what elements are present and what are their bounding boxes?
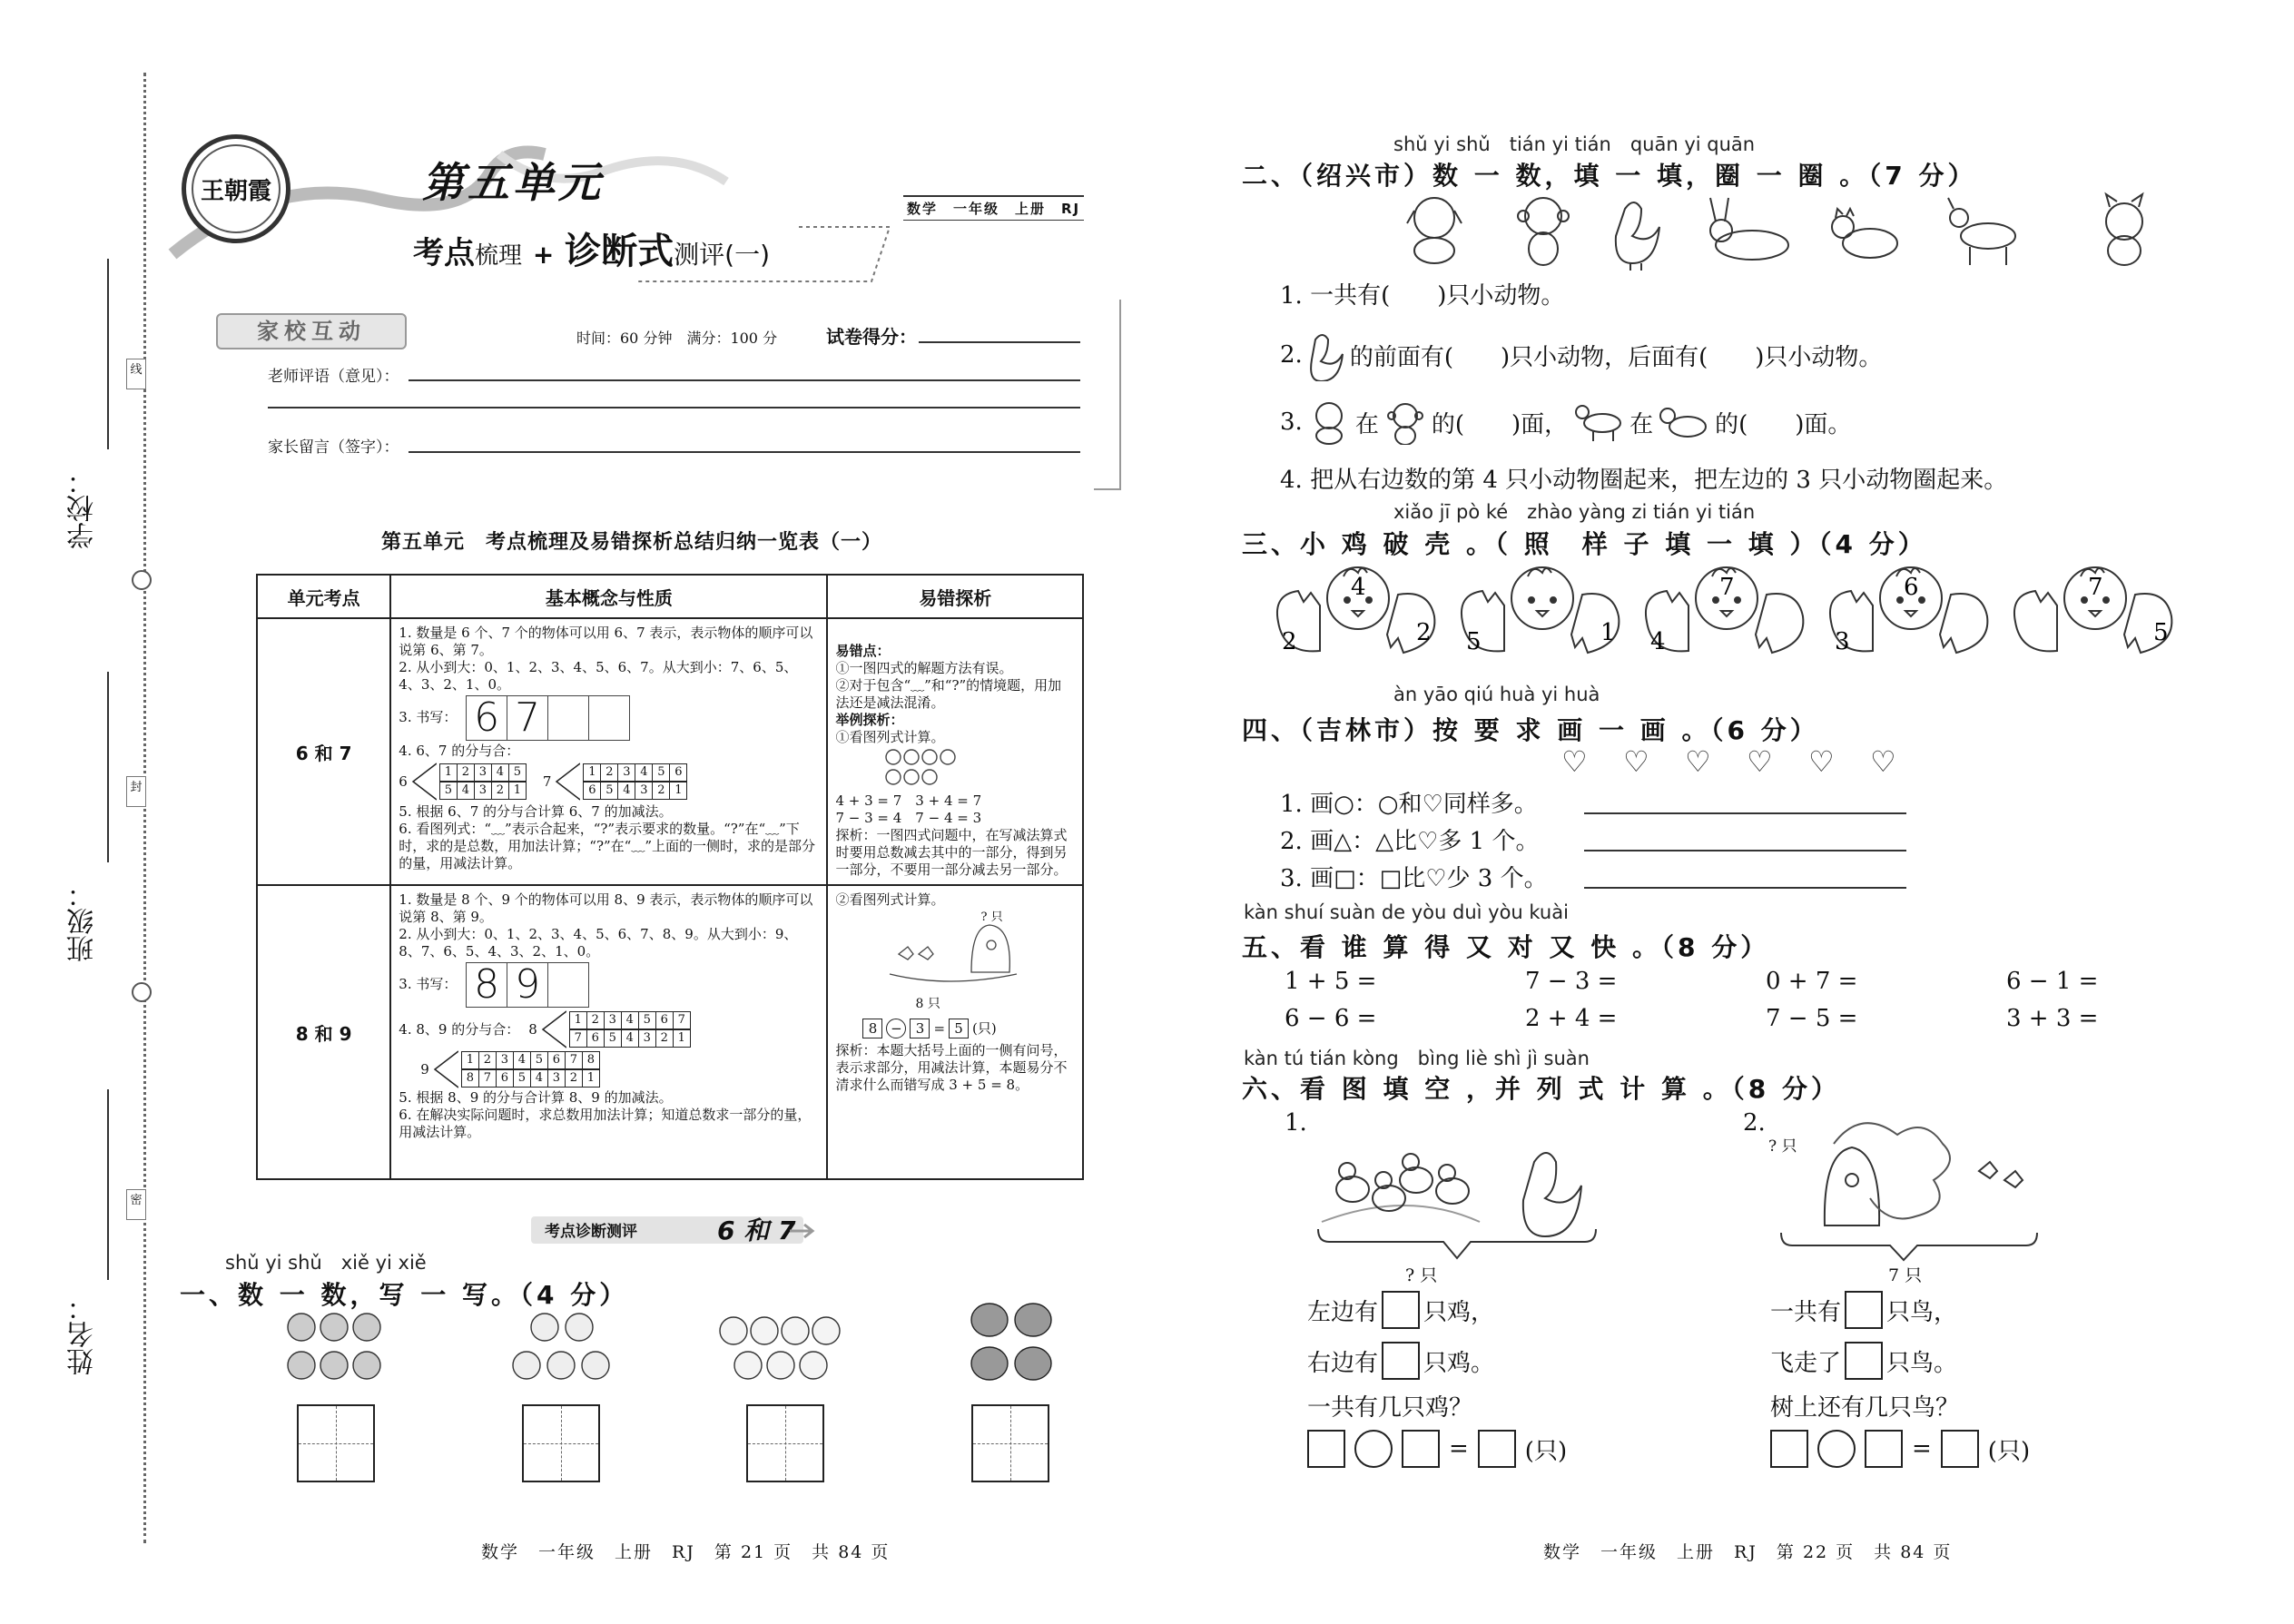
grid-cell: 2: [565, 1069, 583, 1088]
calc-item[interactable]: 7 − 3 =: [1525, 968, 1618, 995]
dog-icon: [1407, 198, 1462, 263]
topic-cell: 6 和 7: [257, 618, 390, 885]
sec4-q2: 2. 画△：△比♡多 1 个。: [1280, 828, 1540, 855]
answer-box[interactable]: [1382, 1342, 1420, 1380]
sec5-pinyin: kàn shuí suàn de yòu duì yòu kuài: [1244, 901, 1569, 923]
grid-cell: 5: [439, 782, 458, 800]
grid-cell: 4: [513, 1051, 531, 1069]
grid-cell: 2: [655, 1029, 674, 1048]
grid-cell: 6: [583, 782, 601, 800]
answer-box[interactable]: [1382, 1291, 1420, 1329]
chick-number: 4: [1351, 574, 1366, 601]
grid-cell: 3: [496, 1051, 514, 1069]
sec2-q2: 2. 的前面有( )只小动物，后面有( )只小动物。: [1280, 329, 1882, 381]
summary-table: [256, 574, 1084, 1180]
answer-box[interactable]: [1865, 1430, 1903, 1468]
calc-item[interactable]: 3 + 3 =: [2006, 1005, 2099, 1032]
grid-cell: 3: [617, 763, 635, 782]
operator-circle[interactable]: [1354, 1430, 1393, 1468]
draw-line[interactable]: [1584, 812, 1906, 814]
rabbit-icon: [1710, 198, 1788, 260]
unit-title: 第五单元: [422, 158, 604, 207]
goat-icon: [1948, 198, 2015, 265]
sec4-title: 四、（吉林市）按 要 求 画 一 画 。（6 分）: [1242, 715, 1819, 745]
heart-icon: ♡: [1623, 744, 1649, 779]
monkey-icon: [1518, 198, 1569, 265]
chick: [2008, 558, 2190, 658]
subtitle: 考点梳理 + 诊断式测评(一): [413, 231, 771, 272]
name-line: [107, 1089, 109, 1280]
parent-comment-line: [409, 451, 1080, 453]
grid-cell: 4: [530, 1069, 548, 1088]
heart-icon: ♡: [1561, 744, 1588, 779]
grid-cell: 7: [478, 1069, 497, 1088]
grid-cell: 7: [565, 1051, 583, 1069]
animals-row: [1398, 191, 2197, 272]
calc-item[interactable]: 6 − 6 =: [1285, 1005, 1377, 1032]
grid-cell: 2: [652, 782, 670, 800]
split-grid-7-top: [584, 763, 687, 782]
arrow-icon: [790, 1222, 817, 1240]
grid-cell: 3: [604, 1011, 622, 1029]
answer-box[interactable]: [1770, 1430, 1808, 1468]
chick-number: 1: [1600, 619, 1616, 646]
answer-box[interactable]: [1845, 1342, 1883, 1380]
grid-cell: 1: [583, 763, 601, 782]
logo: [182, 134, 290, 243]
grid-cell: 6: [496, 1069, 514, 1088]
grid-cell: 2: [457, 763, 475, 782]
grid-cell: 1: [461, 1051, 479, 1069]
peaches-icon: [508, 1307, 617, 1389]
goat-icon: [1571, 399, 1626, 445]
grid-cell: 6: [586, 1029, 605, 1048]
concept-cell: 1. 数量是 6 个、7 个的物体可以用 6、7 表示，表示物体的顺序可以说第 6、第 7。 2. 从小到大：0、1、2、3、4、5、6、7。从大到小：7、6、5、4、3、2、1、0。 3. 书写： 6 7 4. 6、7 的分与合： 6 1 2 3 4 5 5 4 3 2 1 7 1 2 3 4 5 6 6 5 4 3 2 1 5. 根据 6、7 的分与合计算 6、7 的加减法。 6. 看图列式：“﹏”表示合起来，“?”表示要求的数量。“?”在“﹏”下时，求的是总数，用加法计算；“?”在“﹏”上面的一侧时，求的是部分的量，用减法计算。: [390, 618, 827, 885]
footer-left: 数学 一年级 上册 RJ 第 21 页 共 84 页: [481, 1542, 891, 1562]
chick-number: 3: [1835, 628, 1850, 655]
answer-box[interactable]: [1402, 1430, 1440, 1468]
grid-cell: 1: [582, 1069, 600, 1088]
grid-cell: 4: [621, 1011, 639, 1029]
heart-icon: ♡: [1870, 744, 1896, 779]
sec1-title: 一、数 一 数，写 一 写。（4 分）: [180, 1280, 629, 1310]
teacher-comment-line: [409, 379, 1080, 381]
calc-item[interactable]: 1 + 5 =: [1285, 968, 1377, 995]
sec1-pinyin: shǔ yi shǔ xiě yi xiě: [225, 1252, 427, 1274]
p2-total-label: 7 只: [1888, 1265, 1923, 1285]
grid-cell: 1: [569, 1011, 587, 1029]
chick-number: 2: [1282, 628, 1297, 655]
chick-number: 6: [1904, 574, 1919, 601]
bird-tree-icon: [835, 918, 1071, 990]
p2-formula: = (只): [1770, 1430, 2030, 1468]
mistake-cell: ②看图列式计算。 ? 只 8 只 8 − 3 = 5 (只) 探析：本题大括号上面的一侧有问号，表示求部分，用减法计算，本题易分不清求什么而错写成 3 + 5 = 8。: [827, 885, 1083, 1179]
topic-cell: 8 和 9: [257, 885, 390, 1179]
name-label: 姓名：: [67, 1294, 99, 1375]
school-label: 学校：: [67, 468, 99, 549]
p2-line3: 树上还有几只鸟？: [1770, 1394, 1960, 1422]
fox-icon: [2106, 194, 2142, 265]
monkey-icon: [1383, 399, 1428, 445]
col-header: 基本概念与性质: [390, 575, 827, 618]
grid-cell: 2: [478, 1051, 497, 1069]
grid-cell: 1: [669, 782, 687, 800]
heart-icon: ♡: [1685, 744, 1711, 779]
p1-line3: 一共有几只鸡？: [1307, 1394, 1473, 1422]
p2-num: 2.: [1743, 1109, 1766, 1137]
answer-box[interactable]: [1845, 1291, 1883, 1329]
grid-cell: 1: [508, 782, 527, 800]
chick-number: 7: [2088, 574, 2103, 601]
dog-icon: [1306, 399, 1352, 445]
grid-cell: 5: [600, 782, 618, 800]
sec2-pinyin: shǔ yi shǔ tián yi tián quān yi quān: [1393, 133, 1756, 155]
chick-number: 5: [2153, 619, 2169, 646]
diag-banner-label: 考点诊断测评: [545, 1223, 637, 1241]
split-grid-6-bot: [440, 782, 527, 800]
score-line: [919, 341, 1080, 343]
heart-icon: ♡: [1747, 744, 1773, 779]
chick: [1455, 558, 1637, 658]
p1-line2: 右边有 只鸡。: [1307, 1342, 1494, 1380]
heart-icon: ♡: [1808, 744, 1835, 779]
sec2-q1: 1. 一共有( )只小动物。: [1280, 282, 1565, 310]
teacher-comment-line: [268, 407, 1080, 408]
operator-circle[interactable]: [1817, 1430, 1856, 1468]
sec6-pinyin: kàn tú tián kòng bìng liè shì jì suàn: [1244, 1048, 1590, 1069]
sec3-pinyin: xiǎo jī pò ké zhào yàng zi tián yi tián: [1393, 501, 1756, 523]
grid-cell: 1: [673, 1029, 691, 1048]
grid-cell: 3: [547, 1069, 566, 1088]
answer-grid[interactable]: [522, 1404, 600, 1482]
birds-picture: ? 只: [835, 909, 1075, 996]
grid-cell: 3: [635, 782, 653, 800]
grid-cell: 3: [474, 782, 492, 800]
rooster-icon: [1616, 202, 1659, 271]
p2-line2: 飞走了 只鸟。: [1770, 1342, 1957, 1380]
diag-banner-topic: 6 和 7: [717, 1216, 796, 1245]
grid-cell: 4: [617, 782, 635, 800]
p2-line1: 一共有 只鸟，: [1770, 1291, 1957, 1329]
formula-row: 8 − 3 = 5 (只): [862, 1019, 1075, 1038]
time-info: 时间：60 分钟 满分：100 分: [576, 330, 778, 347]
mistake-cell: 易错点： ①一图四式的解题方法有误。 ②对于包含“﹏”和“?”的情境题，用加法还是减法混淆。 举例探析： ①看图列式计算。 4 + 3 = 7 3 + 4 = 7 7 − 3 = 4 7 − 4 = 3 探析：一图四式问题中，在写减法算式时要用总数减去其中的一部分，得到另一部分，不要用一部分减去另一部分。: [827, 618, 1083, 885]
bird-tree-picture: [1779, 1117, 2052, 1262]
grid-cell: 8: [461, 1069, 479, 1088]
sec5-title: 五、看 谁 算 得 又 对 又 快 。（8 分）: [1242, 932, 1770, 962]
rooster-icon: [1306, 329, 1346, 381]
grid-cell: 7: [673, 1011, 691, 1029]
p1-question-label: ? 只: [1405, 1265, 1438, 1285]
calc-item[interactable]: 7 − 5 =: [1766, 1005, 1858, 1032]
grid-cell: 2: [600, 763, 618, 782]
header-frame: [1094, 300, 1121, 490]
grid-cell: 3: [474, 763, 492, 782]
calc-item[interactable]: 2 + 4 =: [1525, 1005, 1618, 1032]
calc-item[interactable]: 6 − 1 =: [2006, 968, 2099, 995]
grid-cell: 2: [586, 1011, 605, 1029]
class-label: 班级：: [67, 881, 99, 962]
score-label: 试卷得分：: [826, 326, 917, 348]
book-meta: 数学 一年级 上册 RJ: [903, 195, 1084, 221]
grid-cell: 6: [669, 763, 687, 782]
sec2-title: 二、（绍兴市）数 一 数，填 一 填，圈 一 圈 。（7 分）: [1242, 161, 1977, 191]
sec2-q3: 3. 在 的( )面， 在 的( )面。: [1280, 399, 1851, 445]
grid-cell: 2: [491, 782, 509, 800]
draw-line[interactable]: [1584, 850, 1906, 851]
teacher-comment-label: 老师评语（意见）：: [268, 368, 399, 386]
seal-tag: 线: [126, 359, 146, 389]
chick-number: 7: [1719, 574, 1735, 601]
grid-cell: 4: [621, 1029, 639, 1048]
chick: [1639, 558, 1821, 658]
home-school-banner: 家校互动: [216, 313, 407, 349]
logo-text: 王朝霞: [192, 144, 281, 233]
chick: [1271, 558, 1452, 658]
p1-num: 1.: [1285, 1109, 1307, 1137]
split-grid-9-bot: [462, 1069, 600, 1088]
seal-tag: 密: [126, 1189, 146, 1220]
sec6-title: 六、看 图 填 空 ，并 列 式 计 算 。（8 分）: [1242, 1074, 1840, 1104]
col-header: 单元考点: [257, 575, 390, 618]
split-grid-9-top: [462, 1051, 600, 1069]
grid-cell: 1: [439, 763, 458, 782]
parent-comment-label: 家长留言（签字）：: [268, 438, 399, 457]
binding-hole: [132, 570, 152, 590]
chick-number: 2: [1416, 619, 1432, 646]
seal-tag: 封: [126, 776, 146, 807]
cat-icon: [1657, 399, 1711, 445]
sec4-q3: 3. 画□：□比♡少 3 个。: [1280, 865, 1548, 892]
concept-cell: 1. 数量是 8 个、9 个的物体可以用 8、9 表示，表示物体的顺序可以说第 8、第 9。 2. 从小到大：0、1、2、3、4、5、6、7、8、9。从大到小：9、8、7、6、5、4、3、2、1、0。 3. 书写： 8 9 4. 8、9 的分与合： 8 1 2 3 4 5 6 7 7 6 5 4 3 2 1 9 1 2 3 4 5 6 7 8 8 7 6 5 4 3 2 1 5. 根据 8、9 的分与合计算 8、9 的加减法。 6. 在解决实际问题时，求总数用加法计算；知道总数求一部分的量，用减法计算。: [390, 885, 827, 1179]
chickens-picture: [1316, 1135, 1598, 1262]
draw-line[interactable]: [1584, 887, 1906, 889]
school-line: [107, 259, 109, 449]
split-grid-7-bot: [584, 782, 687, 800]
apples-icon: [281, 1307, 390, 1389]
grid-cell: 5: [513, 1069, 531, 1088]
grid-cell: 3: [638, 1029, 656, 1048]
grid-cell: 4: [491, 763, 509, 782]
answer-box[interactable]: [1478, 1430, 1516, 1468]
answer-grid[interactable]: [746, 1404, 824, 1482]
footer-right: 数学 一年级 上册 RJ 第 22 页 共 84 页: [1543, 1542, 1953, 1562]
sec4-pinyin: àn yāo qiú huà yi huà: [1393, 684, 1600, 705]
answer-grid[interactable]: [297, 1404, 375, 1482]
p1-line1: 左边有 只鸡，: [1307, 1291, 1494, 1329]
watermelons-icon: [962, 1298, 1062, 1389]
grid-cell: 4: [457, 782, 475, 800]
calc-item[interactable]: 0 + 7 =: [1766, 968, 1858, 995]
p2-question-label: ? 只: [1768, 1137, 1797, 1156]
grid-cell: 5: [638, 1011, 656, 1029]
answer-box[interactable]: [1941, 1430, 1979, 1468]
grid-cell: 6: [547, 1051, 566, 1069]
sec4-q1: 1. 画○：○和♡同样多。: [1280, 791, 1538, 818]
class-line: [107, 672, 109, 862]
grid-cell: 5: [652, 763, 670, 782]
binding-hole: [132, 982, 152, 1002]
grid-cell: 4: [635, 763, 653, 782]
chick-number: 5: [1466, 628, 1482, 655]
split-grid-6-top: [440, 763, 527, 782]
split-grid-8-top: [570, 1011, 691, 1029]
grid-cell: 5: [530, 1051, 548, 1069]
cat-icon: [1832, 209, 1897, 258]
sec2-q4: 4. 把从右边数的第 4 只小动物圈起来，把左边的 3 只小动物圈起来。: [1280, 467, 2008, 494]
fruit-picture-icon: [881, 746, 989, 788]
grid-cell: 5: [604, 1029, 622, 1048]
oranges-icon: [717, 1307, 844, 1389]
cut-line: [143, 73, 146, 1543]
chick-number: 4: [1650, 628, 1666, 655]
grid-cell: 5: [508, 763, 527, 782]
grid-cell: 7: [569, 1029, 587, 1048]
split-grid-8-bot: [570, 1029, 691, 1048]
col-header: 易错探析: [827, 575, 1083, 618]
answer-grid[interactable]: [971, 1404, 1049, 1482]
chick: [1824, 558, 2005, 658]
answer-box[interactable]: [1307, 1430, 1345, 1468]
p1-formula: = (只): [1307, 1430, 1567, 1468]
sec3-title: 三、小 鸡 破 壳 。（ 照 样 子 填 一 填 ）（4 分）: [1242, 529, 1927, 559]
grid-cell: 6: [655, 1011, 674, 1029]
summary-heading: 第五单元 考点梳理及易错探析总结归纳一览表（一）: [381, 531, 883, 554]
grid-cell: 8: [582, 1051, 600, 1069]
